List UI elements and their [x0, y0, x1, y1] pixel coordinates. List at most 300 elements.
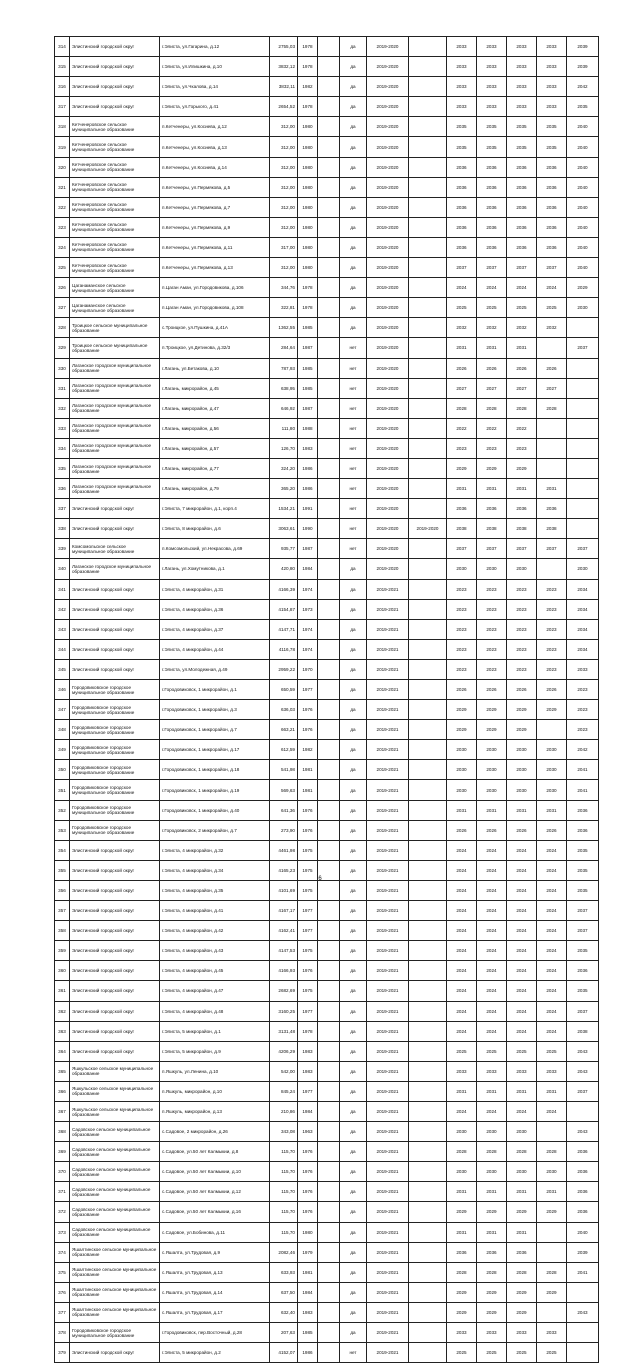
- year-cell: 1977: [298, 901, 318, 921]
- address-cell: п.Кетченеры, ул.Пермякова, д.7: [160, 197, 270, 217]
- table-row: [55, 539, 599, 559]
- table-row: [55, 1202, 599, 1222]
- flag-cell: да: [340, 1323, 367, 1343]
- year-b-cell: 2028: [477, 1142, 507, 1162]
- year-cell: 1983: [298, 438, 318, 458]
- year-a-cell: 2029: [447, 1282, 477, 1302]
- area-cell: 115,70: [270, 1162, 298, 1182]
- year-c-cell: 2032: [507, 318, 537, 338]
- year-e-cell: 2030: [567, 559, 599, 579]
- table-row: [55, 820, 599, 840]
- year-d-cell: [537, 338, 567, 358]
- period-cell: 2019-2021: [367, 1282, 409, 1302]
- year-cell: 1977: [298, 921, 318, 941]
- year-d-cell: 2024: [537, 1021, 567, 1041]
- flag-cell: нет: [340, 338, 367, 358]
- year-e-cell: [567, 1282, 599, 1302]
- year-cell: 1987: [298, 398, 318, 418]
- flag-cell: да: [340, 97, 367, 117]
- flag-cell: да: [340, 298, 367, 318]
- empty-col-cell: [318, 780, 340, 800]
- year-d-cell: [537, 1242, 567, 1262]
- year-d-cell: 2023: [537, 639, 567, 659]
- year-a-cell: 2030: [447, 760, 477, 780]
- address-cell: с.Троицкое, ул.Пушкина, д.41А: [160, 318, 270, 338]
- year-a-cell: 2037: [447, 539, 477, 559]
- year-c-cell: 2023: [507, 619, 537, 639]
- municipality-cell: Садовское сельское муниципальное образование: [70, 1222, 160, 1242]
- empty-col-cell: [318, 298, 340, 318]
- empty-col-cell: [318, 1343, 340, 1363]
- period-cell: 2019-2020: [367, 177, 409, 197]
- area-cell: 273,90: [270, 820, 298, 840]
- area-cell: 4165,23: [270, 860, 298, 880]
- row-number-cell: 315: [55, 57, 70, 77]
- year-e-cell: [567, 1101, 599, 1121]
- year-a-cell: 2031: [447, 1081, 477, 1101]
- municipality-cell: Городовиковское городское муниципальное образование: [70, 780, 160, 800]
- period-extra-cell: [409, 659, 447, 679]
- year-cell: 1988: [298, 418, 318, 438]
- year-a-cell: 2024: [447, 901, 477, 921]
- year-b-cell: 2026: [477, 680, 507, 700]
- period-extra-cell: [409, 619, 447, 639]
- municipality-cell: Элистинский городской округ: [70, 57, 160, 77]
- year-d-cell: 2025: [537, 298, 567, 318]
- row-number-cell: 348: [55, 720, 70, 740]
- year-c-cell: 2023: [507, 599, 537, 619]
- area-cell: 4162,41: [270, 921, 298, 941]
- period-cell: 2019-2020: [367, 278, 409, 298]
- year-b-cell: 2024: [477, 1101, 507, 1121]
- address-cell: п.Троицкое, ул.Детинова, д.32/3: [160, 338, 270, 358]
- year-a-cell: 2024: [447, 961, 477, 981]
- year-b-cell: 2031: [477, 479, 507, 499]
- year-cell: 1980: [298, 1222, 318, 1242]
- period-extra-cell: [409, 438, 447, 458]
- period-extra-cell: [409, 197, 447, 217]
- municipality-cell: Городовиковское городское муниципальное образование: [70, 760, 160, 780]
- area-cell: 126,70: [270, 438, 298, 458]
- period-cell: 2019-2021: [367, 901, 409, 921]
- empty-col-cell: [318, 539, 340, 559]
- period-cell: 2019-2020: [367, 117, 409, 137]
- address-cell: г.Элиста, 4 микрорайон, д.45: [160, 961, 270, 981]
- flag-cell: нет: [340, 458, 367, 478]
- flag-cell: да: [340, 258, 367, 278]
- municipality-cell: Лаганское городское муниципальное образование: [70, 438, 160, 458]
- period-cell: 2019-2021: [367, 840, 409, 860]
- year-c-cell: 2033: [507, 77, 537, 97]
- table-row: [55, 1262, 599, 1282]
- municipality-cell: Садовское сельское муниципальное образование: [70, 1162, 160, 1182]
- year-a-cell: 2024: [447, 921, 477, 941]
- empty-col-cell: [318, 700, 340, 720]
- year-c-cell: 2024: [507, 921, 537, 941]
- area-cell: 1362,55: [270, 318, 298, 338]
- area-cell: 637,50: [270, 1282, 298, 1302]
- year-c-cell: 2035: [507, 137, 537, 157]
- year-d-cell: 2036: [537, 237, 567, 257]
- year-b-cell: 2033: [477, 77, 507, 97]
- address-cell: г.Элиста, 4 микрорайон, д.48: [160, 1001, 270, 1021]
- period-extra-cell: [409, 700, 447, 720]
- year-e-cell: 2040: [567, 117, 599, 137]
- period-cell: 2019-2021: [367, 740, 409, 760]
- row-number-cell: 376: [55, 1282, 70, 1302]
- table-row: [55, 137, 599, 157]
- table-row: [55, 117, 599, 137]
- year-a-cell: 2024: [447, 1101, 477, 1121]
- row-number-cell: 369: [55, 1142, 70, 1162]
- row-number-cell: 344: [55, 639, 70, 659]
- empty-col-cell: [318, 720, 340, 740]
- year-b-cell: 2036: [477, 217, 507, 237]
- empty-col-cell: [318, 1302, 340, 1322]
- period-cell: 2019-2021: [367, 860, 409, 880]
- empty-col-cell: [318, 278, 340, 298]
- year-cell: 1981: [298, 1262, 318, 1282]
- municipality-cell: Элистинский городской округ: [70, 840, 160, 860]
- year-c-cell: 2030: [507, 780, 537, 800]
- period-cell: 2019-2020: [367, 137, 409, 157]
- year-a-cell: 2033: [447, 77, 477, 97]
- year-cell: 1978: [298, 278, 318, 298]
- municipality-cell: Лаганское городское муниципальное образование: [70, 358, 160, 378]
- year-b-cell: 2030: [477, 1122, 507, 1142]
- year-c-cell: 2037: [507, 539, 537, 559]
- year-a-cell: 2030: [447, 1162, 477, 1182]
- area-cell: 2755,03: [270, 37, 298, 57]
- year-b-cell: 2029: [477, 700, 507, 720]
- municipality-cell: Элистинский городской округ: [70, 639, 160, 659]
- year-d-cell: 2031: [537, 800, 567, 820]
- year-cell: 1980: [298, 177, 318, 197]
- municipality-cell: Лаганское городское муниципальное образование: [70, 458, 160, 478]
- year-cell: 1976: [298, 1142, 318, 1162]
- period-extra-cell: [409, 1142, 447, 1162]
- year-b-cell: 2031: [477, 1182, 507, 1202]
- year-c-cell: 2023: [507, 659, 537, 679]
- row-number-cell: 354: [55, 840, 70, 860]
- row-number-cell: 347: [55, 700, 70, 720]
- year-a-cell: 2028: [447, 1262, 477, 1282]
- address-cell: п.Цаган Аман, ул.Городовикова, д.106: [160, 278, 270, 298]
- year-a-cell: 2026: [447, 820, 477, 840]
- year-cell: 1976: [298, 1202, 318, 1222]
- municipality-cell: Кетченеровское сельское муниципальное образование: [70, 157, 160, 177]
- area-cell: 115,70: [270, 1202, 298, 1222]
- flag-cell: да: [340, 1122, 367, 1142]
- period-cell: 2019-2020: [367, 479, 409, 499]
- year-c-cell: 2033: [507, 1323, 537, 1343]
- year-a-cell: 2023: [447, 619, 477, 639]
- year-cell: 1975: [298, 860, 318, 880]
- year-e-cell: 2035: [567, 880, 599, 900]
- year-b-cell: 2036: [477, 499, 507, 519]
- period-cell: 2019-2020: [367, 237, 409, 257]
- year-d-cell: 2024: [537, 941, 567, 961]
- municipality-cell: Элистинский городской округ: [70, 981, 160, 1001]
- year-e-cell: 2039: [567, 57, 599, 77]
- table-row: [55, 177, 599, 197]
- flag-cell: да: [340, 1101, 367, 1121]
- table-row: [55, 720, 599, 740]
- flag-cell: да: [340, 1162, 367, 1182]
- table-row: [55, 921, 599, 941]
- municipality-cell: Кетченеровское сельское муниципальное образование: [70, 258, 160, 278]
- year-e-cell: 2040: [567, 197, 599, 217]
- row-number-cell: 345: [55, 659, 70, 679]
- area-cell: 317,00: [270, 237, 298, 257]
- year-d-cell: 2029: [537, 1282, 567, 1302]
- year-e-cell: 2043: [567, 1122, 599, 1142]
- year-c-cell: 2028: [507, 1262, 537, 1282]
- period-extra-cell: [409, 780, 447, 800]
- flag-cell: да: [340, 1282, 367, 1302]
- area-cell: 2654,52: [270, 97, 298, 117]
- year-b-cell: 2023: [477, 619, 507, 639]
- year-cell: 1980: [298, 237, 318, 257]
- flag-cell: да: [340, 1182, 367, 1202]
- address-cell: г.Лагань, микрорайон, д.45: [160, 378, 270, 398]
- area-cell: 4152,07: [270, 1343, 298, 1363]
- year-d-cell: 2028: [537, 398, 567, 418]
- municipality-cell: Городовиковское городское муниципальное образование: [70, 1323, 160, 1343]
- year-a-cell: 2036: [447, 217, 477, 237]
- row-number-cell: 367: [55, 1101, 70, 1121]
- year-c-cell: 2031: [507, 338, 537, 358]
- year-b-cell: 2024: [477, 880, 507, 900]
- municipality-cell: Городовиковское городское муниципальное образование: [70, 720, 160, 740]
- address-cell: с.Садовое, ул.50 лет Калмыкии, д.12: [160, 1182, 270, 1202]
- address-cell: п.Кетченеры, ул.Косиева, д.13: [160, 137, 270, 157]
- year-e-cell: 2040: [567, 157, 599, 177]
- period-extra-cell: [409, 77, 447, 97]
- year-a-cell: 2023: [447, 599, 477, 619]
- year-a-cell: 2024: [447, 880, 477, 900]
- table-row: [55, 1182, 599, 1202]
- year-d-cell: 2026: [537, 820, 567, 840]
- year-a-cell: 2023: [447, 659, 477, 679]
- row-number-cell: 343: [55, 619, 70, 639]
- table-row: [55, 479, 599, 499]
- address-cell: п.Яшкуль, ул.Ленина, д.10: [160, 1061, 270, 1081]
- period-extra-cell: [409, 720, 447, 740]
- municipality-cell: Лаганское городское муниципальное образование: [70, 418, 160, 438]
- table-row: [55, 760, 599, 780]
- year-b-cell: 2030: [477, 780, 507, 800]
- municipality-cell: Элистинский городской округ: [70, 1021, 160, 1041]
- empty-col-cell: [318, 1242, 340, 1262]
- row-number-cell: 328: [55, 318, 70, 338]
- year-b-cell: 2026: [477, 820, 507, 840]
- year-a-cell: 2025: [447, 298, 477, 318]
- period-extra-cell: [409, 1081, 447, 1101]
- flag-cell: нет: [340, 499, 367, 519]
- flag-cell: нет: [340, 438, 367, 458]
- year-e-cell: 2035: [567, 860, 599, 880]
- year-d-cell: 2025: [537, 1041, 567, 1061]
- municipality-cell: Троицкое сельское муниципальное образование: [70, 318, 160, 338]
- area-cell: 650,59: [270, 680, 298, 700]
- row-number-cell: 318: [55, 117, 70, 137]
- address-cell: г.Элиста, ул.Горького, д.41: [160, 97, 270, 117]
- flag-cell: да: [340, 720, 367, 740]
- empty-col-cell: [318, 619, 340, 639]
- period-cell: 2019-2020: [367, 57, 409, 77]
- period-extra-cell: [409, 479, 447, 499]
- year-d-cell: 2024: [537, 860, 567, 880]
- row-number-cell: 371: [55, 1182, 70, 1202]
- address-cell: п.Кетченеры, ул.Пермякова, д.9: [160, 217, 270, 237]
- address-cell: г.Городовиковск, пер.Восточный, д.28: [160, 1323, 270, 1343]
- table-row: [55, 1142, 599, 1162]
- year-c-cell: 2024: [507, 981, 537, 1001]
- flag-cell: да: [340, 278, 367, 298]
- year-c-cell: 2030: [507, 1122, 537, 1142]
- empty-col-cell: [318, 318, 340, 338]
- year-d-cell: 2024: [537, 921, 567, 941]
- year-cell: 1984: [298, 559, 318, 579]
- year-e-cell: 2039: [567, 37, 599, 57]
- year-d-cell: 2024: [537, 840, 567, 860]
- year-a-cell: 2030: [447, 780, 477, 800]
- year-b-cell: 2024: [477, 941, 507, 961]
- row-number-cell: 379: [55, 1343, 70, 1363]
- flag-cell: нет: [340, 398, 367, 418]
- empty-col-cell: [318, 740, 340, 760]
- year-c-cell: 2031: [507, 1182, 537, 1202]
- flag-cell: да: [340, 981, 367, 1001]
- municipality-cell: Элистинский городской округ: [70, 921, 160, 941]
- year-a-cell: 2036: [447, 157, 477, 177]
- year-a-cell: 2022: [447, 418, 477, 438]
- year-e-cell: [567, 1323, 599, 1343]
- year-e-cell: 2037: [567, 921, 599, 941]
- row-number-cell: 331: [55, 378, 70, 398]
- year-d-cell: 2024: [537, 1001, 567, 1021]
- table-row: [55, 278, 599, 298]
- year-d-cell: 2023: [537, 659, 567, 679]
- area-cell: 312,00: [270, 197, 298, 217]
- year-e-cell: 2036: [567, 1162, 599, 1182]
- period-extra-cell: [409, 1101, 447, 1121]
- address-cell: г.Элиста, ул.Гагарина, д.12: [160, 37, 270, 57]
- empty-col-cell: [318, 97, 340, 117]
- year-e-cell: 2040: [567, 137, 599, 157]
- area-cell: 638,95: [270, 378, 298, 398]
- flag-cell: да: [340, 1302, 367, 1322]
- period-extra-cell: [409, 358, 447, 378]
- year-e-cell: 2039: [567, 1242, 599, 1262]
- year-a-cell: 2023: [447, 579, 477, 599]
- period-extra-cell: [409, 1041, 447, 1061]
- period-cell: 2019-2021: [367, 1302, 409, 1322]
- address-cell: г.Городовиковск, 1 микрорайон, д.3: [160, 700, 270, 720]
- period-extra-cell: [409, 1222, 447, 1242]
- year-a-cell: 2033: [447, 97, 477, 117]
- period-cell: 2019-2021: [367, 1182, 409, 1202]
- year-cell: 1985: [298, 378, 318, 398]
- row-number-cell: 339: [55, 539, 70, 559]
- municipality-cell: Кетченеровское сельское муниципальное образование: [70, 117, 160, 137]
- period-cell: 2019-2021: [367, 1021, 409, 1041]
- row-number-cell: 321: [55, 177, 70, 197]
- year-cell: 1976: [298, 820, 318, 840]
- year-b-cell: 2024: [477, 981, 507, 1001]
- area-cell: 365,20: [270, 479, 298, 499]
- year-d-cell: 2023: [537, 599, 567, 619]
- period-extra-cell: [409, 37, 447, 57]
- address-cell: г.Элиста, 4 микрорайон, д.34: [160, 860, 270, 880]
- flag-cell: да: [340, 117, 367, 137]
- year-cell: 1976: [298, 720, 318, 740]
- table-row: [55, 358, 599, 378]
- empty-col-cell: [318, 57, 340, 77]
- period-extra-cell: [409, 1343, 447, 1363]
- year-e-cell: 2040: [567, 177, 599, 197]
- table-row: [55, 197, 599, 217]
- municipality-cell: Яшкульское сельское муниципальное образование: [70, 1061, 160, 1081]
- empty-col-cell: [318, 559, 340, 579]
- table-row: [55, 97, 599, 117]
- year-cell: 1976: [298, 961, 318, 981]
- year-cell: 1976: [298, 800, 318, 820]
- municipality-cell: Городовиковское городское муниципальное образование: [70, 740, 160, 760]
- empty-col-cell: [318, 217, 340, 237]
- year-a-cell: 2023: [447, 438, 477, 458]
- municipality-cell: Элистинский городской округ: [70, 901, 160, 921]
- year-e-cell: 2035: [567, 981, 599, 1001]
- year-d-cell: 2036: [537, 177, 567, 197]
- year-a-cell: 2036: [447, 499, 477, 519]
- table-row: [55, 258, 599, 278]
- period-cell: 2019-2020: [367, 559, 409, 579]
- period-cell: 2019-2021: [367, 720, 409, 740]
- year-d-cell: 2024: [537, 880, 567, 900]
- address-cell: с.Садовое, 2 микрорайон, д.26: [160, 1122, 270, 1142]
- period-extra-cell: [409, 820, 447, 840]
- area-cell: 4206,29: [270, 1041, 298, 1061]
- year-cell: 1984: [298, 1282, 318, 1302]
- year-d-cell: [537, 438, 567, 458]
- period-cell: 2019-2020: [367, 258, 409, 278]
- empty-col-cell: [318, 117, 340, 137]
- year-e-cell: 2038: [567, 1021, 599, 1041]
- year-cell: 1980: [298, 217, 318, 237]
- year-a-cell: 2028: [447, 398, 477, 418]
- row-number-cell: 351: [55, 780, 70, 800]
- municipality-cell: Цаганаманское сельское муниципальное образование: [70, 298, 160, 318]
- year-b-cell: 2024: [477, 860, 507, 880]
- year-e-cell: [567, 358, 599, 378]
- address-cell: г.Лагань, микрорайон, д.57: [160, 438, 270, 458]
- period-cell: 2019-2021: [367, 659, 409, 679]
- empty-col-cell: [318, 519, 340, 539]
- period-cell: 2019-2021: [367, 981, 409, 1001]
- year-c-cell: 2030: [507, 760, 537, 780]
- municipality-cell: Яшалтинское сельское муниципальное образование: [70, 1262, 160, 1282]
- municipality-cell: Садовское сельское муниципальное образование: [70, 1182, 160, 1202]
- year-cell: 1974: [298, 579, 318, 599]
- row-number-cell: 358: [55, 921, 70, 941]
- year-c-cell: 2024: [507, 1021, 537, 1041]
- address-cell: г.Элиста, 7 микрорайон, д.1, корп.4: [160, 499, 270, 519]
- area-cell: 4147,53: [270, 941, 298, 961]
- empty-col-cell: [318, 579, 340, 599]
- address-cell: г.Лагань, микрорайон, д.77: [160, 458, 270, 478]
